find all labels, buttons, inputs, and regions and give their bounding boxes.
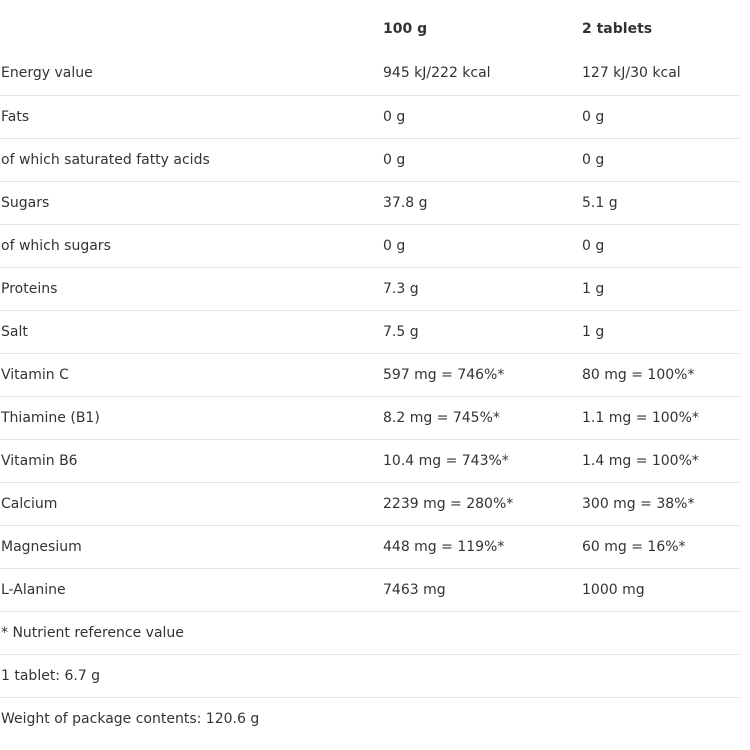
- value-per-100g: 7463 mg: [383, 581, 446, 598]
- value-per-2-tablets: 80 mg = 100%*: [582, 366, 695, 383]
- nutrient-name: Vitamin B6: [1, 452, 78, 469]
- value-per-2-tablets: 300 mg = 38%*: [582, 495, 695, 512]
- nutrient-name: Energy value: [1, 65, 93, 82]
- footnote-package-weight: Weight of package contents: 120.6 g: [1, 710, 260, 727]
- value-per-100g: 7.5 g: [383, 323, 419, 340]
- value-per-100g: 2239 mg = 280%*: [383, 495, 514, 512]
- value-per-100g: 0 g: [383, 151, 406, 168]
- value-per-2-tablets: 1 g: [582, 280, 605, 297]
- nutrient-name: Proteins: [1, 280, 58, 297]
- table-row: [0, 353, 740, 396]
- value-per-100g: 0 g: [383, 237, 406, 254]
- value-per-2-tablets: 0 g: [582, 151, 605, 168]
- table-row: [0, 525, 740, 568]
- footnote-row: [0, 654, 740, 697]
- table-row: [0, 482, 740, 525]
- nutrient-name: of which saturated fatty acids: [1, 151, 210, 168]
- value-per-100g: 8.2 mg = 745%*: [383, 409, 500, 426]
- table-row: [0, 439, 740, 482]
- value-per-100g: 945 kJ/222 kcal: [383, 65, 491, 82]
- table-header-row: [0, 0, 740, 52]
- value-per-2-tablets: 127 kJ/30 kcal: [582, 65, 681, 82]
- table-row: [0, 224, 740, 267]
- nutrient-name: Calcium: [1, 495, 58, 512]
- footnote-row: [0, 611, 740, 654]
- header-per-100g: 100 g: [383, 21, 428, 37]
- footnote-reference-value: * Nutrient reference value: [1, 624, 184, 641]
- value-per-2-tablets: 60 mg = 16%*: [582, 538, 686, 555]
- table-row: [0, 95, 740, 138]
- value-per-100g: 10.4 mg = 743%*: [383, 452, 509, 469]
- header-per-2-tablets: 2 tablets: [582, 21, 653, 37]
- value-per-2-tablets: 1 g: [582, 323, 605, 340]
- nutrient-name: of which sugars: [1, 237, 111, 254]
- value-per-2-tablets: 1000 mg: [582, 581, 645, 598]
- value-per-2-tablets: 1.1 mg = 100%*: [582, 409, 699, 426]
- value-per-2-tablets: 1.4 mg = 100%*: [582, 452, 699, 469]
- value-per-100g: 0 g: [383, 108, 406, 125]
- table-row: [0, 138, 740, 181]
- nutrient-name: Sugars: [1, 194, 50, 211]
- table-row: [0, 52, 740, 95]
- value-per-100g: 448 mg = 119%*: [383, 538, 505, 555]
- nutrient-name: Magnesium: [1, 538, 82, 555]
- footnote-row: [0, 697, 740, 740]
- table-row: [0, 267, 740, 310]
- value-per-2-tablets: 5.1 g: [582, 194, 618, 211]
- nutrient-name: Fats: [1, 108, 30, 125]
- nutrient-name: Salt: [1, 323, 28, 340]
- table-row: [0, 181, 740, 224]
- footnote-tablet-weight: 1 tablet: 6.7 g: [1, 667, 101, 684]
- nutrient-name: L-Alanine: [1, 581, 66, 598]
- header-nutrient-column: [0, 0, 383, 52]
- table-row: [0, 396, 740, 439]
- nutrient-name: Vitamin C: [1, 366, 69, 383]
- value-per-100g: 597 mg = 746%*: [383, 366, 505, 383]
- table-row: [0, 310, 740, 353]
- value-per-2-tablets: 0 g: [582, 108, 605, 125]
- table-row: [0, 568, 740, 611]
- value-per-100g: 37.8 g: [383, 194, 428, 211]
- nutrient-name: Thiamine (B1): [1, 409, 100, 426]
- value-per-100g: 7.3 g: [383, 280, 419, 297]
- value-per-2-tablets: 0 g: [582, 237, 605, 254]
